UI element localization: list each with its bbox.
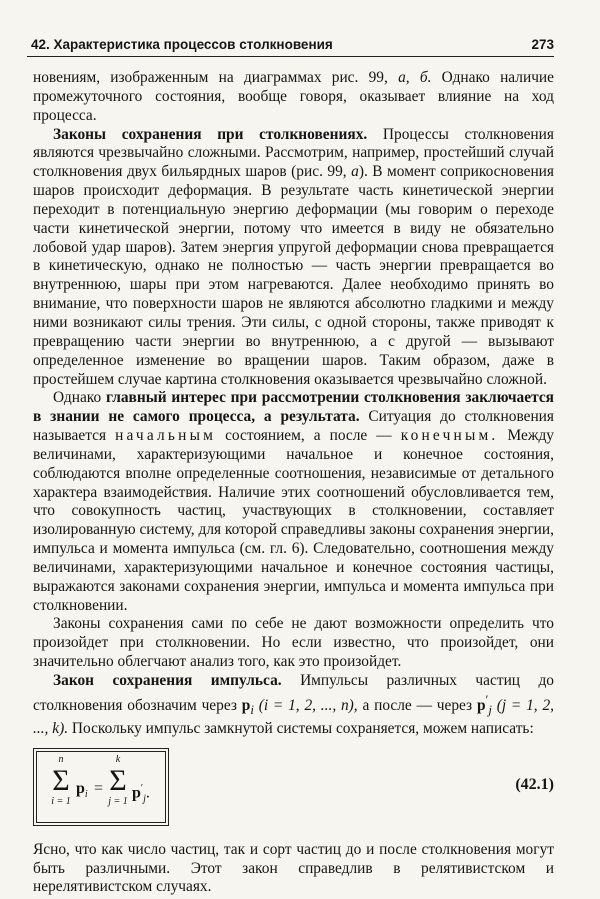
equation-42-1: [33, 748, 554, 831]
paragraph-2: Законы сохранения при столкновениях. Процессы столкновения являются чрезвычайно сложными. Рассмотрим, например, простейший случай столкновения двух бильярдных шаров (рис. 99, а). В момент соприкосновения шаров происходит деформация. В результате часть кинетической энергии переходит в потенциальную энергию деформации (мы говорим о переходе части кинетической энергии, потому что имеется в виду не обязательно лобовой удар шаров). Затем энергия упругой деформации снова превращается в кинетическую, однако не полностью — часть энергии превращается во внутреннюю, шары при этом нагреваются. Далее необходимо принять во внимание, что поверхности шаров не являются абсолютно гладкими и между ними возникают силы трения. Эти силы, с одной стороны, также приводят к превращению части энергии во внутреннюю, а с другой — вызывают определенное изменение во вращении шаров. Таким образом, даже в простейшем случае картина столкновения оказывается чрезвычайно сложной.: [33, 125, 555, 388]
paragraph-4: Законы сохранения сами по себе не дают возможности определить что произойдет при столкновении. Но если известно, что произойдет, они значительно облегчают анализ того, как это произойдет.: [33, 615, 554, 671]
running-header: [27, 34, 554, 57]
equation-body: [50, 754, 170, 818]
sum-2: k Σ j = 1: [108, 753, 128, 807]
main-interest-emphasis: главный интерес при рассмотрении столкновения заключается в знании не самого процесса, а результата.: [33, 389, 554, 426]
final-state-term: конечным.: [400, 427, 499, 445]
conservation-laws-heading: Законы сохранения при столкновениях.: [53, 125, 368, 143]
term-p-i: $p_i$: [76, 779, 88, 800]
paragraph-3: Однако главный интерес при рассмотрении столкновения заключается в знании не самого процесса, а результата. Ситуация до столкновения называется начальным состоянием, а после — конечным. Между величинами, характеризующими начальное и конечное состояния, соблюдаются вполне определенные соотношения, независимые от детального характера взаимодействия. Наличие этих соотношений обусловливается тем, что совокупность частиц, участвующих в столкновении, составляет изолированную систему, для которой справедливы законы сохранения энергии, импульса и момента импульса (см. гл. 6). Следовательно, соотношения между величинами, характеризующими начальное и конечное состояния частицы, выражаются законами сохранения энергии, импульса и момента импульса при столкновении.: [33, 389, 554, 614]
section-title: 42. Характеристика процессов столкновения: [31, 37, 333, 52]
equals-sign: =: [94, 779, 104, 797]
paragraph-5: Закон сохранения импульса. Импульсы различных частиц до столкновения обозначим через $p_i$ (i = 1, 2, ..., n), а после — через $p'_j$ (j = 1, 2, ..., k). Поскольку импульс замкнутой системы сохраняется, можем написать:: [33, 672, 554, 737]
paragraph-1: новениям, изображенным на диаграммах рис. 99, а, б. Однако наличие промежуточного состояния, вообще говоря, оказывает влияние на ход процесса.: [33, 69, 555, 124]
page-number: 273: [531, 37, 554, 52]
paragraph-6: Ясно, что как число частиц, так и сорт частиц до и после столкновения могут быть различными. Этот закон справедлив в релятивистском и нерелятивистском случаях.: [33, 840, 554, 896]
body-text: [33, 69, 554, 897]
sum-1: n Σ i = 1: [51, 753, 71, 807]
momentum-law-heading: Закон сохранения импульса.: [53, 672, 282, 689]
initial-state-term: начальным: [115, 427, 217, 445]
equation-number: (42.1): [515, 775, 554, 793]
term-p-prime-j: $p'_j$.: [132, 782, 150, 805]
